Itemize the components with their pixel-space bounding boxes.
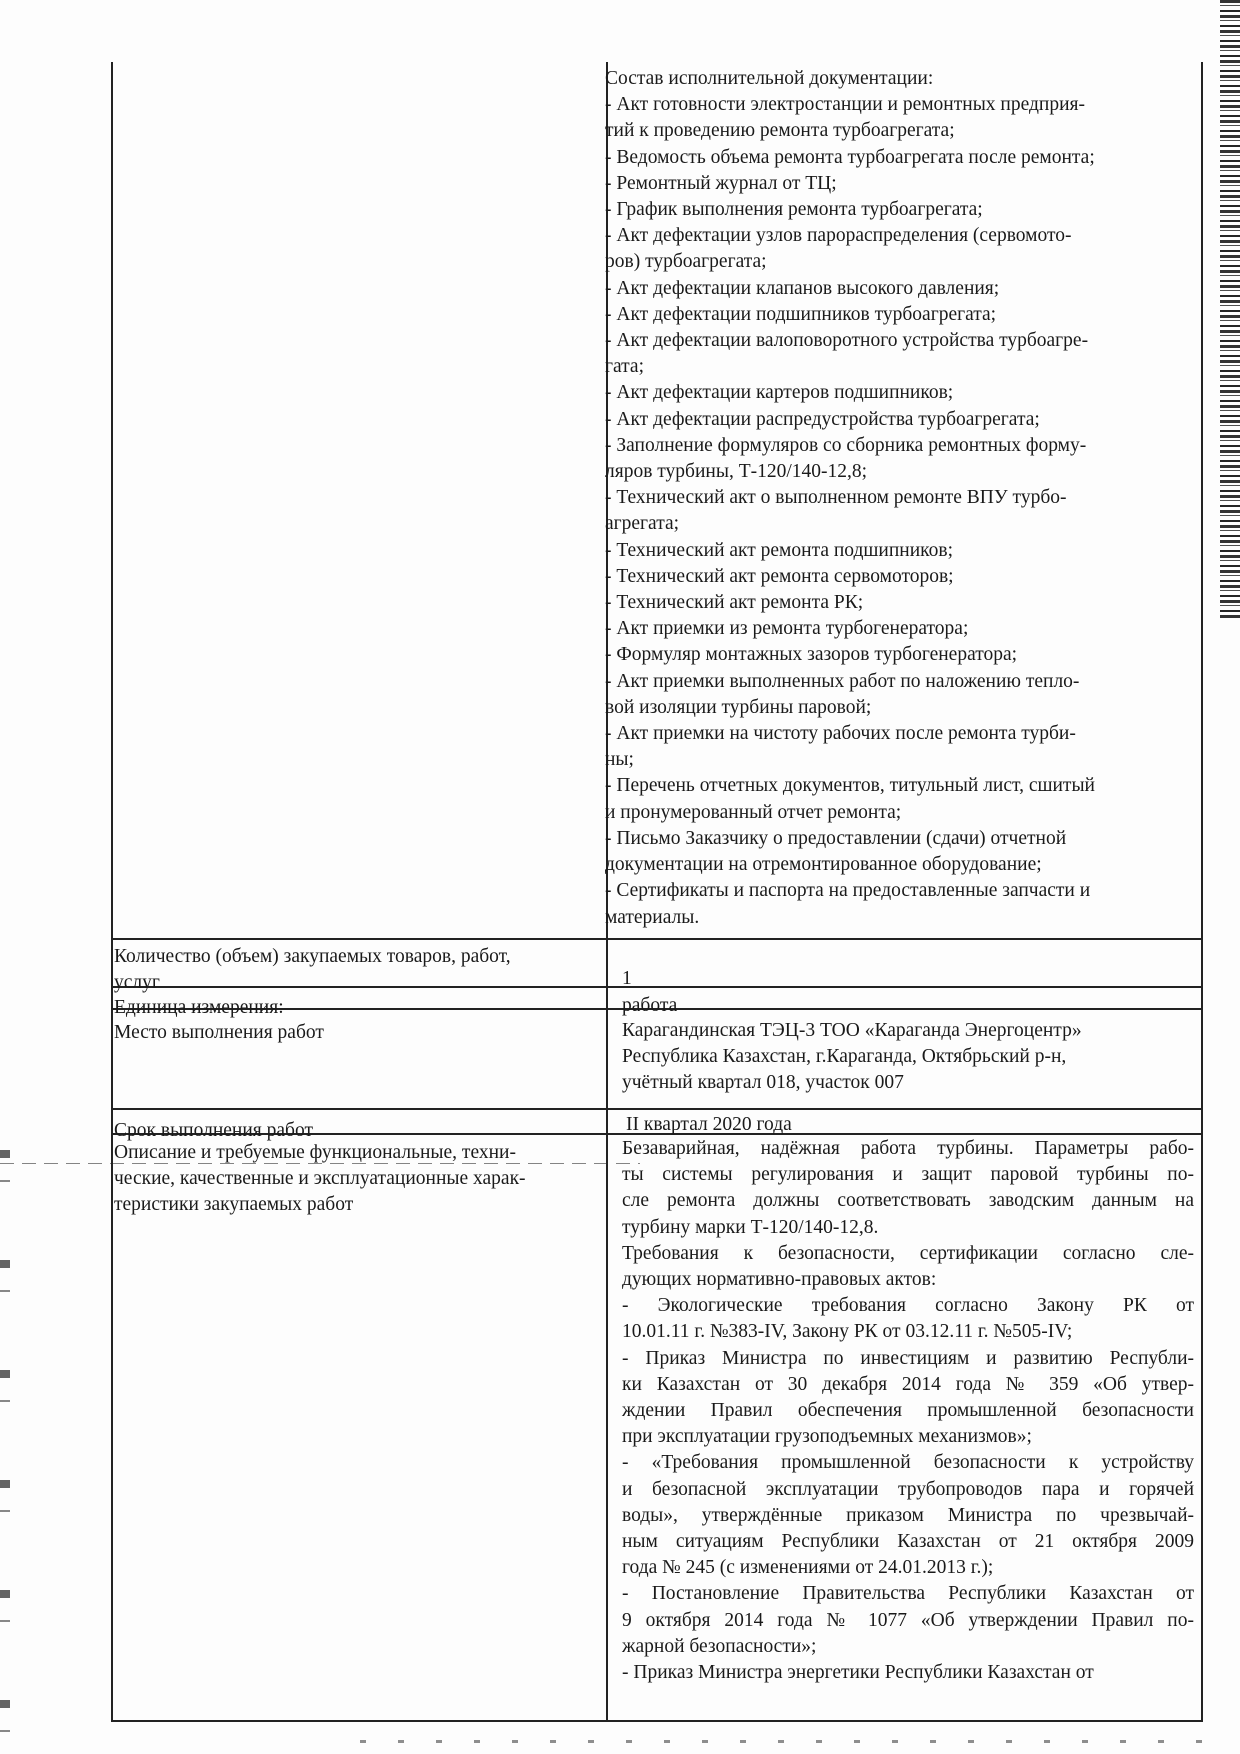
table-border-left [111, 62, 113, 1722]
documentation-list-line: - Формуляр монтажных зазоров турбогенератора; [605, 644, 1018, 666]
description-value-line: ки Казахстан от 30 декабря 2014 года № 359 «Об утвер- [622, 1373, 1194, 1395]
documentation-list-line: - Сертификаты и паспорта на предоставленные запчасти и [605, 880, 1091, 902]
documentation-list-line: - Акт дефектации подшипников турбоагрегата; [605, 303, 997, 325]
documentation-list-line: - Акт дефектации валоповоротного устройства турбоагре- [605, 330, 1089, 352]
description-value-line: - Приказ Министра энергетики Республики Казахстан от [622, 1662, 1094, 1684]
documentation-list-line: - Акт дефектации узлов парораспределения (сервомото- [605, 225, 1072, 247]
term-label: Срок выполнения работ [114, 1120, 313, 1141]
documentation-list-line: - Письмо Заказчику о предоставлении (сдачи) отчетной [605, 827, 1067, 849]
description-label [114, 1140, 599, 1219]
documentation-list [605, 66, 1195, 931]
documentation-list-line: - Технический акт о выполненном ремонте ВПУ турбо- [605, 487, 1067, 509]
scan-margin-marks [0, 1110, 10, 1750]
description-value-line: и безопасной эксплуатации трубопроводов пара и горячей [622, 1478, 1194, 1500]
documentation-list-line: документации на отремонтированное оборудование; [605, 854, 1042, 876]
documentation-list-line: Состав исполнительной документации: [605, 68, 934, 89]
description-label-line: ческие, качественные и эксплуатационные харак- [114, 1168, 526, 1190]
documentation-list-line: - Ремонтный журнал от ТЦ; [605, 172, 837, 194]
place-value [622, 1018, 1197, 1097]
description-value-line: ным ситуациям Республики Казахстан от 21 октября 2009 [622, 1531, 1194, 1553]
documentation-list-line: - Технический акт ремонта сервомоторов; [605, 565, 954, 587]
description-value-line: 10.01.11 г. №383-IV, Закону РК от 03.12.11 г. №505-IV; [622, 1321, 1073, 1343]
description-value-line: Безаварийная, надёжная работа турбины. Параметры рабо- [622, 1138, 1194, 1159]
place-value-line: учётный квартал 018, участок 007 [622, 1072, 904, 1094]
documentation-list-line: - Технический акт ремонта РК; [605, 592, 864, 614]
description-value-line: Требования к безопасности, сертификации согласно сле- [622, 1242, 1194, 1264]
term-value: II квартал 2020 года [626, 1114, 792, 1135]
description-value [622, 1136, 1194, 1686]
description-value-line: ждении Правил обеспечения промышленной безопасности [622, 1400, 1194, 1422]
documentation-list-line: ляров турбины, Т-120/140-12,8; [605, 461, 868, 483]
description-label-line: теристики закупаемых работ [114, 1194, 354, 1216]
documentation-list-line: - Заполнение формуляров со сборника ремонтных форму- [605, 434, 1087, 456]
scan-bottom-dots [360, 1740, 1230, 1743]
description-label-line: Описание и требуемые функциональные, техни- [114, 1142, 516, 1163]
description-value-line: года № 245 (с изменениями от 24.01.2013 г.); [622, 1557, 994, 1579]
row-border [111, 938, 1203, 940]
description-value-line: - Постановление Правительства Республики Казахстан от [622, 1583, 1194, 1605]
place-value-line: Республика Казахстан, г.Караганда, Октябрьский р-н, [622, 1046, 1067, 1068]
description-value-line: жарной безопасности»; [622, 1635, 817, 1657]
description-value-line: 9 октября 2014 года № 1077 «Об утверждении Правил по- [622, 1609, 1194, 1631]
quantity-label [114, 944, 594, 996]
place-label: Место выполнения работ [114, 1022, 324, 1043]
documentation-list-line: - Ведомость объема ремонта турбоагрегата после ремонта; [605, 146, 1095, 168]
description-value-line: - «Требования промышленной безопасности к устройству [622, 1452, 1194, 1474]
documentation-list-line: - Технический акт ремонта подшипников; [605, 539, 954, 561]
unit-value: работа [622, 995, 678, 1016]
documentation-list-line: - Акт приемки выполненных работ по наложению тепло- [605, 670, 1080, 692]
quantity-label-line: Количество (объем) закупаемых товаров, работ, [114, 946, 511, 967]
table-border-bottom [111, 1720, 1203, 1722]
description-value-line: - Экологические требования согласно Закону РК от [622, 1295, 1194, 1317]
documentation-list-line: - Акт готовности электростанции и ремонтных предприя- [605, 94, 1086, 116]
documentation-list-line: тий к проведению ремонта турбоагрегата; [605, 120, 955, 142]
quantity-value: 1 [622, 968, 632, 989]
description-value-line: - Приказ Министра по инвестициям и развитию Республи- [622, 1347, 1194, 1369]
place-value-line: Карагандинская ТЭЦ-3 ТОО «Караганда Энергоцентр» [622, 1020, 1082, 1041]
documentation-list-line: - Перечень отчетных документов, титульный лист, сшитый [605, 775, 1095, 797]
documentation-list-line: - Акт приемки на чистоту рабочих после ремонта турби- [605, 723, 1076, 745]
documentation-list-line: ны; [605, 749, 634, 771]
documentation-list-line: и пронумерованный отчет ремонта; [605, 801, 902, 823]
row-border [111, 1108, 1203, 1110]
documentation-list-line: материалы. [605, 906, 700, 928]
documentation-list-line: - Акт дефектации клапанов высокого давления; [605, 277, 1000, 299]
documentation-list-line: вой изоляции турбины паровой; [605, 696, 872, 718]
documentation-list-line: ров) турбоагрегата; [605, 251, 767, 273]
quantity-label-line: услуг [114, 972, 160, 994]
documentation-list-line: - Акт дефектации картеров подшипников; [605, 382, 954, 404]
documentation-list-line: - Акт приемки из ремонта турбогенератора; [605, 618, 969, 640]
description-value-line: ты системы регулирования и защит паровой турбины по- [622, 1164, 1194, 1186]
description-value-line: воды», утверждённые приказом Министра по чрезвычай- [622, 1504, 1194, 1526]
description-value-line: турбину марки Т-120/140-12,8. [622, 1216, 879, 1238]
unit-label: Единица измерения: [114, 997, 284, 1018]
documentation-list-line: гата; [605, 356, 644, 378]
documentation-list-line: - График выполнения ремонта турбоагрегата; [605, 199, 983, 221]
documentation-list-line: - Акт дефектации распредустройства турбоагрегата; [605, 408, 1040, 430]
documentation-list-line: агрегата; [605, 513, 680, 535]
description-value-line: дующих нормативно-правовых актов: [622, 1269, 937, 1291]
description-value-line: сле ремонта должны соответствовать заводским данным на [622, 1190, 1194, 1212]
scan-barcode-strip [1220, 0, 1240, 620]
table-border-right [1201, 62, 1203, 1722]
description-value-line: при эксплуатации грузоподъемных механизмов»; [622, 1426, 1032, 1448]
